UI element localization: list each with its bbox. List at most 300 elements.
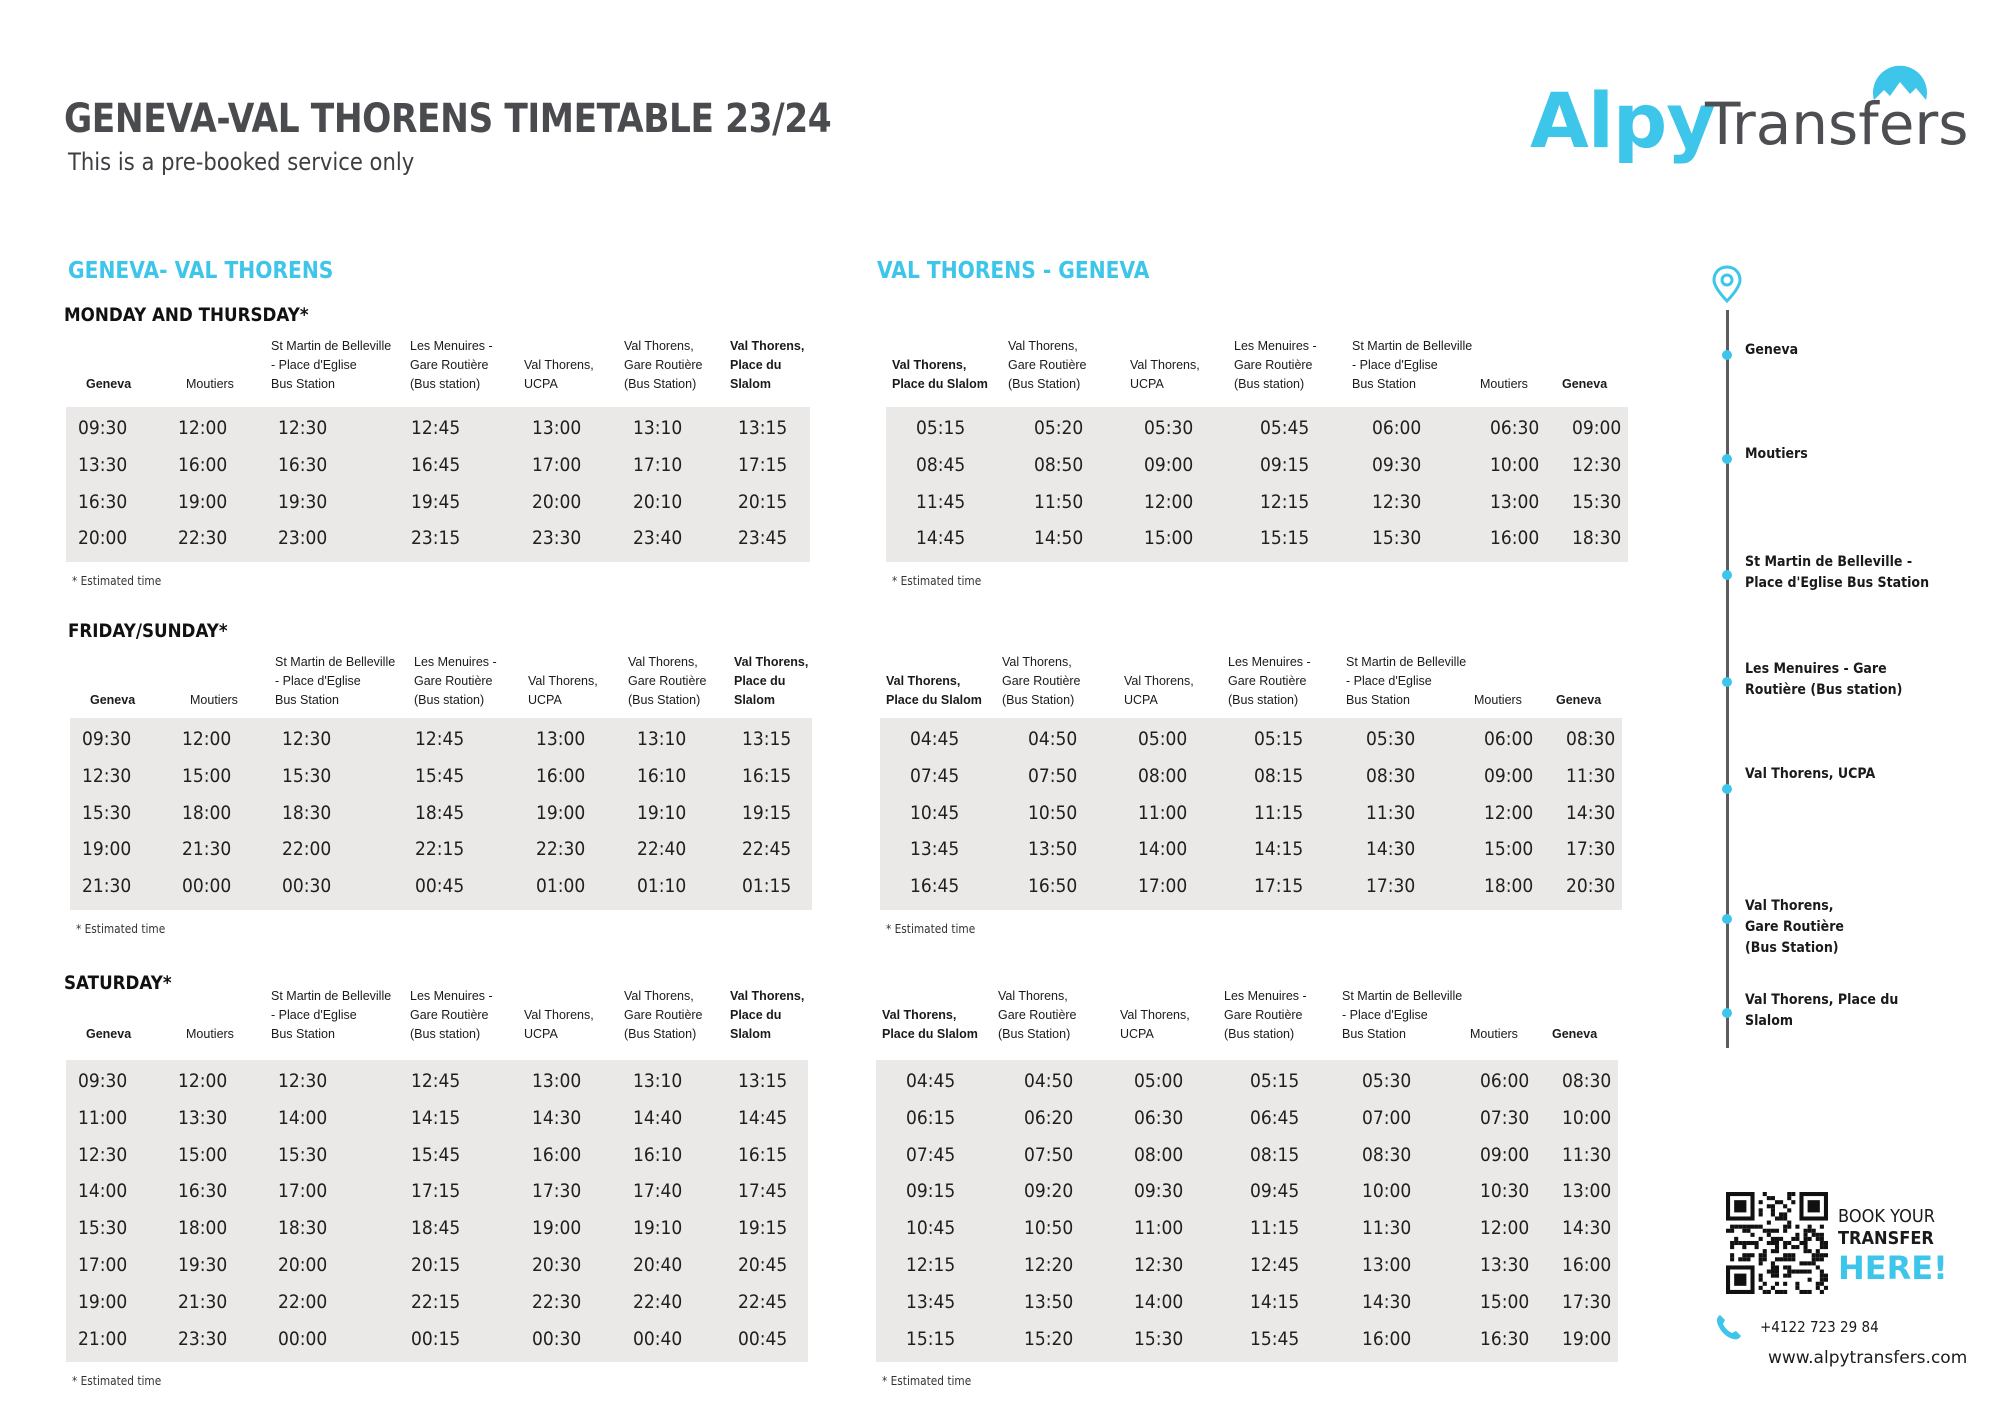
time-cell: 15:15	[906, 1327, 956, 1350]
time-cell: 12:30	[1572, 453, 1622, 476]
time-cell: 05:30	[1366, 728, 1416, 750]
time-cell: 06:30	[1134, 1106, 1184, 1129]
time-cell: 08:50	[1034, 453, 1084, 476]
column-header: Val Thorens, UCPA	[1124, 674, 1194, 707]
time-cell: 22:00	[282, 838, 332, 861]
time-cell: 11:30	[1562, 1143, 1612, 1166]
time-cell: 15:30	[82, 801, 132, 824]
column-header: Val Thorens, UCPA	[528, 674, 598, 707]
time-cell: 08:00	[1138, 764, 1188, 787]
time-cell: 05:15	[916, 417, 966, 439]
book-transfer-callout[interactable]	[1838, 1206, 1948, 1286]
column-header: Val Thorens, Place du Slalom	[730, 339, 805, 391]
stop-label: Val Thorens, Place du Slalom	[1745, 992, 1899, 1029]
stop-label: Les Menuires - Gare Routière (Bus station)	[1745, 661, 1903, 698]
time-cell: 19:15	[742, 801, 792, 824]
column-header: Moutiers	[190, 693, 238, 707]
time-cell: 15:30	[1572, 490, 1622, 513]
time-cell: 12:00	[1144, 490, 1194, 513]
table-row	[66, 1138, 808, 1175]
column-header: Val Thorens, UCPA	[1120, 1008, 1190, 1041]
table-row	[876, 1285, 1618, 1322]
time-cell: 13:15	[742, 728, 792, 750]
time-cell: 19:00	[78, 1290, 128, 1313]
time-cell: 14:00	[1138, 838, 1188, 861]
time-cell: 13:00	[532, 1070, 582, 1092]
outbound-direction-title: GENEVA- VAL THORENS	[68, 258, 334, 284]
time-cell: 15:30	[278, 1143, 328, 1166]
time-cell: 09:00	[1144, 453, 1194, 476]
time-cell: 16:00	[532, 1143, 582, 1166]
column-header: Les Menuires - Gare Routière (Bus station)	[410, 989, 493, 1041]
time-cell: 19:00	[82, 838, 132, 861]
column-header: Geneva	[1552, 1027, 1598, 1041]
time-cell: 06:00	[1372, 417, 1422, 439]
table-body	[66, 1060, 808, 1362]
time-cell: 16:30	[1480, 1327, 1530, 1350]
time-cell: 05:00	[1138, 728, 1188, 750]
time-cell: 05:15	[1250, 1070, 1300, 1092]
time-cell: 21:30	[82, 875, 132, 898]
time-cell: 15:30	[1372, 527, 1422, 550]
time-cell: 12:30	[78, 1143, 128, 1166]
time-cell: 16:45	[910, 875, 960, 898]
time-cell: 00:45	[415, 875, 465, 898]
column-header: Moutiers	[1480, 377, 1528, 391]
time-cell: 08:15	[1254, 764, 1304, 787]
time-cell: 20:45	[738, 1254, 788, 1276]
time-cell: 20:15	[738, 490, 788, 513]
time-cell: 17:30	[532, 1180, 582, 1203]
map-pin-icon	[1710, 264, 1744, 304]
time-cell: 17:40	[633, 1180, 683, 1203]
time-cell: 15:20	[1024, 1327, 1074, 1350]
time-cell: 05:20	[1034, 417, 1084, 439]
column-header: Geneva	[86, 1027, 132, 1041]
time-cell: 19:10	[637, 801, 687, 824]
column-header: Val Thorens, Place du Slalom	[892, 358, 988, 391]
time-cell: 00:15	[411, 1327, 461, 1350]
time-cell: 12:15	[1260, 490, 1310, 513]
stop-label: Val Thorens, Gare Routière (Bus Station)	[1745, 898, 1844, 956]
book-line-2: TRANSFER	[1838, 1228, 1934, 1249]
column-header: Val Thorens, Gare Routière (Bus Station)	[1008, 339, 1087, 391]
column-header: Val Thorens, Gare Routière (Bus Station)	[624, 339, 703, 391]
time-cell: 20:00	[278, 1254, 328, 1276]
time-cell: 14:50	[1034, 527, 1084, 550]
time-cell: 21:30	[178, 1290, 228, 1313]
phone-icon	[1714, 1312, 1744, 1342]
time-cell: 09:30	[82, 728, 132, 750]
table-row	[876, 1211, 1618, 1248]
time-cell: 13:30	[178, 1106, 228, 1129]
stop-label: St Martin de Belleville - Place d'Eglise Bus Station	[1745, 554, 1930, 591]
column-header: St Martin de Belleville - Place d'Eglise Bus Station	[271, 339, 392, 391]
time-cell: 11:00	[78, 1106, 128, 1129]
time-cell: 15:00	[1144, 527, 1194, 550]
time-cell: 20:30	[1566, 875, 1616, 898]
table-row	[66, 1101, 808, 1138]
time-cell: 09:00	[1572, 417, 1622, 439]
time-cell: 16:00	[1362, 1327, 1412, 1350]
time-cell: 12:45	[415, 728, 465, 750]
column-header: Val Thorens, Place du Slalom	[886, 674, 982, 707]
time-cell: 13:10	[633, 1070, 683, 1092]
day-title: MONDAY AND THURSDAY*	[64, 304, 309, 326]
time-cell: 13:45	[910, 838, 960, 861]
time-cell: 09:15	[906, 1180, 956, 1203]
column-header: Val Thorens, UCPA	[1130, 358, 1200, 391]
column-header: Moutiers	[1470, 1027, 1518, 1041]
time-cell: 13:15	[738, 417, 788, 439]
stop-label: Geneva	[1745, 342, 1799, 358]
time-cell: 05:30	[1144, 417, 1194, 439]
time-cell: 22:30	[532, 1290, 582, 1313]
time-cell: 13:00	[1490, 490, 1540, 513]
time-cell: 10:45	[906, 1217, 956, 1240]
time-cell: 14:15	[411, 1106, 461, 1129]
column-header: Val Thorens, Gare Routière (Bus Station)	[628, 655, 707, 707]
time-cell: 19:00	[178, 490, 228, 513]
estimated-time-note: * Estimated time	[72, 574, 162, 589]
time-cell: 06:15	[906, 1106, 956, 1129]
time-cell: 16:00	[1490, 527, 1540, 550]
time-cell: 12:45	[1250, 1254, 1300, 1276]
time-cell: 20:00	[532, 490, 582, 513]
time-cell: 12:30	[278, 417, 328, 439]
time-cell: 23:40	[633, 527, 683, 550]
table-row	[876, 1101, 1618, 1138]
time-cell: 17:10	[633, 453, 683, 476]
estimated-time-note: * Estimated time	[892, 574, 982, 589]
table-row	[66, 1248, 808, 1285]
phone-number[interactable]: +4122 723 29 84	[1760, 1318, 1879, 1336]
table-row	[66, 1064, 808, 1101]
time-cell: 16:15	[738, 1143, 788, 1166]
time-cell: 21:00	[78, 1327, 128, 1350]
time-cell: 13:10	[633, 417, 683, 439]
page-title: GENEVA-VAL THORENS TIMETABLE 23/24	[64, 96, 832, 142]
table-row	[876, 1248, 1618, 1285]
time-cell: 05:15	[1254, 728, 1304, 750]
time-cell: 18:00	[1484, 875, 1534, 898]
time-cell: 22:45	[738, 1290, 788, 1313]
column-header: St Martin de Belleville - Place d'Eglise Bus Station	[275, 655, 396, 707]
stop-dot-icon	[1722, 1008, 1732, 1018]
column-header: Geneva	[1562, 377, 1608, 391]
column-header: Val Thorens, Gare Routière (Bus Station)	[998, 989, 1077, 1041]
time-cell: 16:30	[278, 453, 328, 476]
time-cell: 20:15	[411, 1254, 461, 1276]
time-cell: 06:00	[1484, 728, 1534, 750]
time-cell: 18:45	[415, 801, 465, 824]
time-cell: 08:30	[1366, 764, 1416, 787]
time-cell: 15:30	[78, 1217, 128, 1240]
time-cell: 11:45	[916, 490, 966, 513]
inbound-direction-title: VAL THORENS - GENEVA	[877, 258, 1150, 284]
page-subtitle: This is a pre-booked service only	[68, 148, 415, 176]
day-title: FRIDAY/SUNDAY*	[68, 620, 228, 642]
time-cell: 12:30	[82, 764, 132, 787]
table-row	[876, 1322, 1618, 1359]
time-cell: 14:30	[1362, 1290, 1412, 1313]
time-cell: 12:30	[278, 1070, 328, 1092]
time-cell: 14:15	[1250, 1290, 1300, 1313]
time-cell: 11:00	[1138, 801, 1188, 824]
column-header: Les Menuires - Gare Routière (Bus station)	[1228, 655, 1311, 707]
time-cell: 11:00	[1134, 1217, 1184, 1240]
time-cell: 07:50	[1028, 764, 1078, 787]
time-cell: 12:00	[182, 728, 232, 750]
column-header: Val Thorens, Gare Routière (Bus Station)	[624, 989, 703, 1041]
time-cell: 19:10	[633, 1217, 683, 1240]
time-cell: 15:30	[282, 764, 332, 787]
logo-alpy-text: Alpy	[1530, 76, 1715, 165]
time-cell: 01:00	[536, 875, 586, 898]
stop-dot-icon	[1722, 570, 1732, 580]
time-cell: 13:30	[78, 453, 128, 476]
time-cell: 14:00	[78, 1180, 128, 1203]
table-row	[876, 1138, 1618, 1175]
time-cell: 14:00	[1134, 1290, 1184, 1313]
time-cell: 18:45	[411, 1217, 461, 1240]
time-cell: 14:45	[738, 1106, 788, 1129]
time-cell: 17:00	[78, 1254, 128, 1276]
time-cell: 14:30	[1562, 1217, 1612, 1240]
time-cell: 17:30	[1566, 838, 1616, 861]
time-cell: 04:50	[1028, 728, 1078, 750]
time-cell: 12:00	[178, 417, 228, 439]
time-cell: 17:15	[738, 453, 788, 476]
column-header: Les Menuires - Gare Routière (Bus station)	[410, 339, 493, 391]
time-cell: 12:00	[1480, 1217, 1530, 1240]
book-here-text: HERE!	[1838, 1249, 1948, 1287]
book-line-1: BOOK YOUR	[1838, 1206, 1935, 1227]
time-cell: 04:45	[906, 1070, 956, 1092]
time-cell: 21:30	[182, 838, 232, 861]
time-cell: 08:45	[916, 453, 966, 476]
time-cell: 01:10	[637, 875, 687, 898]
time-cell: 16:10	[637, 764, 687, 787]
time-cell: 09:15	[1260, 453, 1310, 476]
column-header: Les Menuires - Gare Routière (Bus station)	[414, 655, 497, 707]
time-cell: 15:30	[1134, 1327, 1184, 1350]
time-cell: 15:00	[1484, 838, 1534, 861]
route-diagram	[1700, 260, 2000, 1060]
time-cell: 10:50	[1024, 1217, 1074, 1240]
time-cell: 09:30	[78, 1070, 128, 1092]
time-cell: 14:00	[278, 1106, 328, 1129]
time-cell: 16:00	[536, 764, 586, 787]
time-cell: 11:50	[1034, 490, 1084, 513]
column-header: Val Thorens, Place du Slalom	[734, 655, 809, 707]
time-cell: 16:10	[633, 1143, 683, 1166]
estimated-time-note: * Estimated time	[886, 922, 976, 936]
time-cell: 10:00	[1490, 453, 1540, 476]
time-cell: 16:30	[78, 490, 128, 513]
time-cell: 16:00	[1562, 1254, 1612, 1276]
time-cell: 13:00	[532, 417, 582, 439]
time-cell: 14:30	[532, 1106, 582, 1129]
time-cell: 11:30	[1366, 801, 1416, 824]
time-cell: 09:30	[1372, 453, 1422, 476]
time-cell: 12:45	[411, 1070, 461, 1092]
time-cell: 12:00	[178, 1070, 228, 1092]
time-cell: 19:00	[1562, 1327, 1612, 1350]
time-cell: 07:45	[910, 764, 960, 787]
table-row	[66, 1211, 808, 1248]
time-cell: 14:30	[1366, 838, 1416, 861]
time-cell: 09:00	[1484, 764, 1534, 787]
column-header: Moutiers	[1474, 693, 1522, 707]
time-cell: 04:50	[1024, 1070, 1074, 1092]
time-cell: 08:30	[1562, 1070, 1612, 1092]
table-header	[876, 0, 1618, 1044]
time-cell: 22:40	[633, 1290, 683, 1313]
time-cell: 07:30	[1480, 1106, 1530, 1129]
column-header: Val Thorens, UCPA	[524, 358, 594, 391]
column-header: Val Thorens, UCPA	[524, 1008, 594, 1041]
time-cell: 08:30	[1362, 1143, 1412, 1166]
time-cell: 07:50	[1024, 1143, 1074, 1166]
time-cell: 13:10	[637, 728, 687, 750]
stop-dot-icon	[1722, 677, 1732, 687]
column-header: Les Menuires - Gare Routière (Bus station)	[1234, 339, 1317, 391]
time-cell: 20:30	[532, 1254, 582, 1276]
time-cell: 12:45	[411, 417, 461, 439]
stop-dot-icon	[1722, 454, 1732, 464]
table-row	[876, 1064, 1618, 1101]
time-cell: 12:00	[1484, 801, 1534, 824]
time-cell: 05:00	[1134, 1070, 1184, 1092]
time-cell: 05:45	[1260, 417, 1310, 439]
time-cell: 00:30	[532, 1327, 582, 1350]
time-cell: 10:50	[1028, 801, 1078, 824]
time-cell: 22:15	[411, 1290, 461, 1313]
time-cell: 06:00	[1480, 1070, 1530, 1092]
table-body	[876, 1060, 1618, 1362]
time-cell: 22:00	[278, 1290, 328, 1313]
time-cell: 13:00	[1362, 1254, 1412, 1276]
time-cell: 04:45	[910, 728, 960, 750]
time-cell: 06:20	[1024, 1106, 1074, 1129]
stop-dot-icon	[1722, 350, 1732, 360]
time-cell: 19:00	[532, 1217, 582, 1240]
time-cell: 16:45	[411, 453, 461, 476]
time-cell: 16:15	[742, 764, 792, 787]
estimated-time-note: * Estimated time	[72, 1374, 162, 1389]
time-cell: 16:00	[178, 453, 228, 476]
time-cell: 01:15	[742, 875, 792, 898]
time-cell: 22:30	[536, 838, 586, 861]
time-cell: 14:15	[1254, 838, 1304, 861]
logo-transfers-text: Transfers	[1705, 90, 1969, 158]
time-cell: 13:00	[536, 728, 586, 750]
time-cell: 23:45	[738, 527, 788, 550]
time-cell: 17:15	[1254, 875, 1304, 898]
time-cell: 11:15	[1250, 1217, 1300, 1240]
time-cell: 09:20	[1024, 1180, 1074, 1203]
time-cell: 10:45	[910, 801, 960, 824]
column-header: St Martin de Belleville - Place d'Eglise Bus Station	[1352, 339, 1473, 391]
time-cell: 23:30	[532, 527, 582, 550]
table-row	[66, 1322, 808, 1359]
time-cell: 00:45	[738, 1327, 788, 1350]
time-cell: 22:45	[742, 838, 792, 861]
column-header: Les Menuires - Gare Routière (Bus station)	[1224, 989, 1307, 1041]
time-cell: 09:30	[1134, 1180, 1184, 1203]
time-cell: 19:30	[278, 490, 328, 513]
time-cell: 19:15	[738, 1217, 788, 1240]
column-header: St Martin de Belleville - Place d'Eglise Bus Station	[1346, 655, 1467, 707]
column-header: Geneva	[90, 693, 136, 707]
column-header: Moutiers	[186, 377, 234, 391]
time-cell: 09:00	[1480, 1143, 1530, 1166]
time-cell: 23:00	[278, 527, 328, 550]
estimated-time-note: * Estimated time	[882, 1374, 972, 1389]
time-cell: 06:45	[1250, 1106, 1300, 1129]
time-cell: 12:30	[282, 728, 332, 750]
time-cell: 17:30	[1366, 875, 1416, 898]
column-header: St Martin de Belleville - Place d'Eglise Bus Station	[271, 989, 392, 1041]
stop-dot-icon	[1722, 784, 1732, 794]
time-cell: 12:30	[1134, 1254, 1184, 1276]
time-cell: 09:45	[1250, 1180, 1300, 1203]
column-header: Geneva	[1556, 693, 1602, 707]
time-cell: 05:30	[1362, 1070, 1412, 1092]
website-link[interactable]: www.alpytransfers.com	[1768, 1348, 1968, 1368]
time-cell: 18:30	[278, 1217, 328, 1240]
time-cell: 23:15	[411, 527, 461, 550]
time-cell: 17:30	[1562, 1290, 1612, 1313]
time-cell: 13:50	[1028, 838, 1078, 861]
time-cell: 00:30	[282, 875, 332, 898]
time-cell: 19:45	[411, 490, 461, 513]
time-cell: 07:45	[906, 1143, 956, 1166]
time-cell: 15:00	[1480, 1290, 1530, 1313]
time-cell: 22:40	[637, 838, 687, 861]
qr-code[interactable]	[1726, 1192, 1828, 1294]
time-cell: 10:00	[1562, 1106, 1612, 1129]
time-cell: 07:00	[1362, 1106, 1412, 1129]
table-row	[66, 1174, 808, 1211]
time-cell: 00:40	[633, 1327, 683, 1350]
column-header: St Martin de Belleville - Place d'Eglise Bus Station	[1342, 989, 1463, 1041]
column-header: Val Thorens, Gare Routière (Bus Station)	[1002, 655, 1081, 707]
time-cell: 17:00	[1138, 875, 1188, 898]
time-cell: 20:40	[633, 1254, 683, 1276]
time-cell: 22:30	[178, 527, 228, 550]
time-cell: 11:30	[1362, 1217, 1412, 1240]
time-cell: 16:30	[178, 1180, 228, 1203]
time-cell: 08:15	[1250, 1143, 1300, 1166]
time-cell: 13:50	[1024, 1290, 1074, 1313]
time-cell: 10:00	[1362, 1180, 1412, 1203]
time-cell: 14:30	[1566, 801, 1616, 824]
time-cell: 18:00	[182, 801, 232, 824]
time-cell: 12:20	[1024, 1254, 1074, 1276]
time-cell: 18:00	[178, 1217, 228, 1240]
time-cell: 12:15	[906, 1254, 956, 1276]
time-cell: 18:30	[1572, 527, 1622, 550]
time-cell: 13:45	[906, 1290, 956, 1313]
time-cell: 17:45	[738, 1180, 788, 1203]
day-title: SATURDAY*	[64, 972, 172, 994]
time-cell: 15:15	[1260, 527, 1310, 550]
time-cell: 15:45	[1250, 1327, 1300, 1350]
time-cell: 23:30	[178, 1327, 228, 1350]
time-cell: 10:30	[1480, 1180, 1530, 1203]
